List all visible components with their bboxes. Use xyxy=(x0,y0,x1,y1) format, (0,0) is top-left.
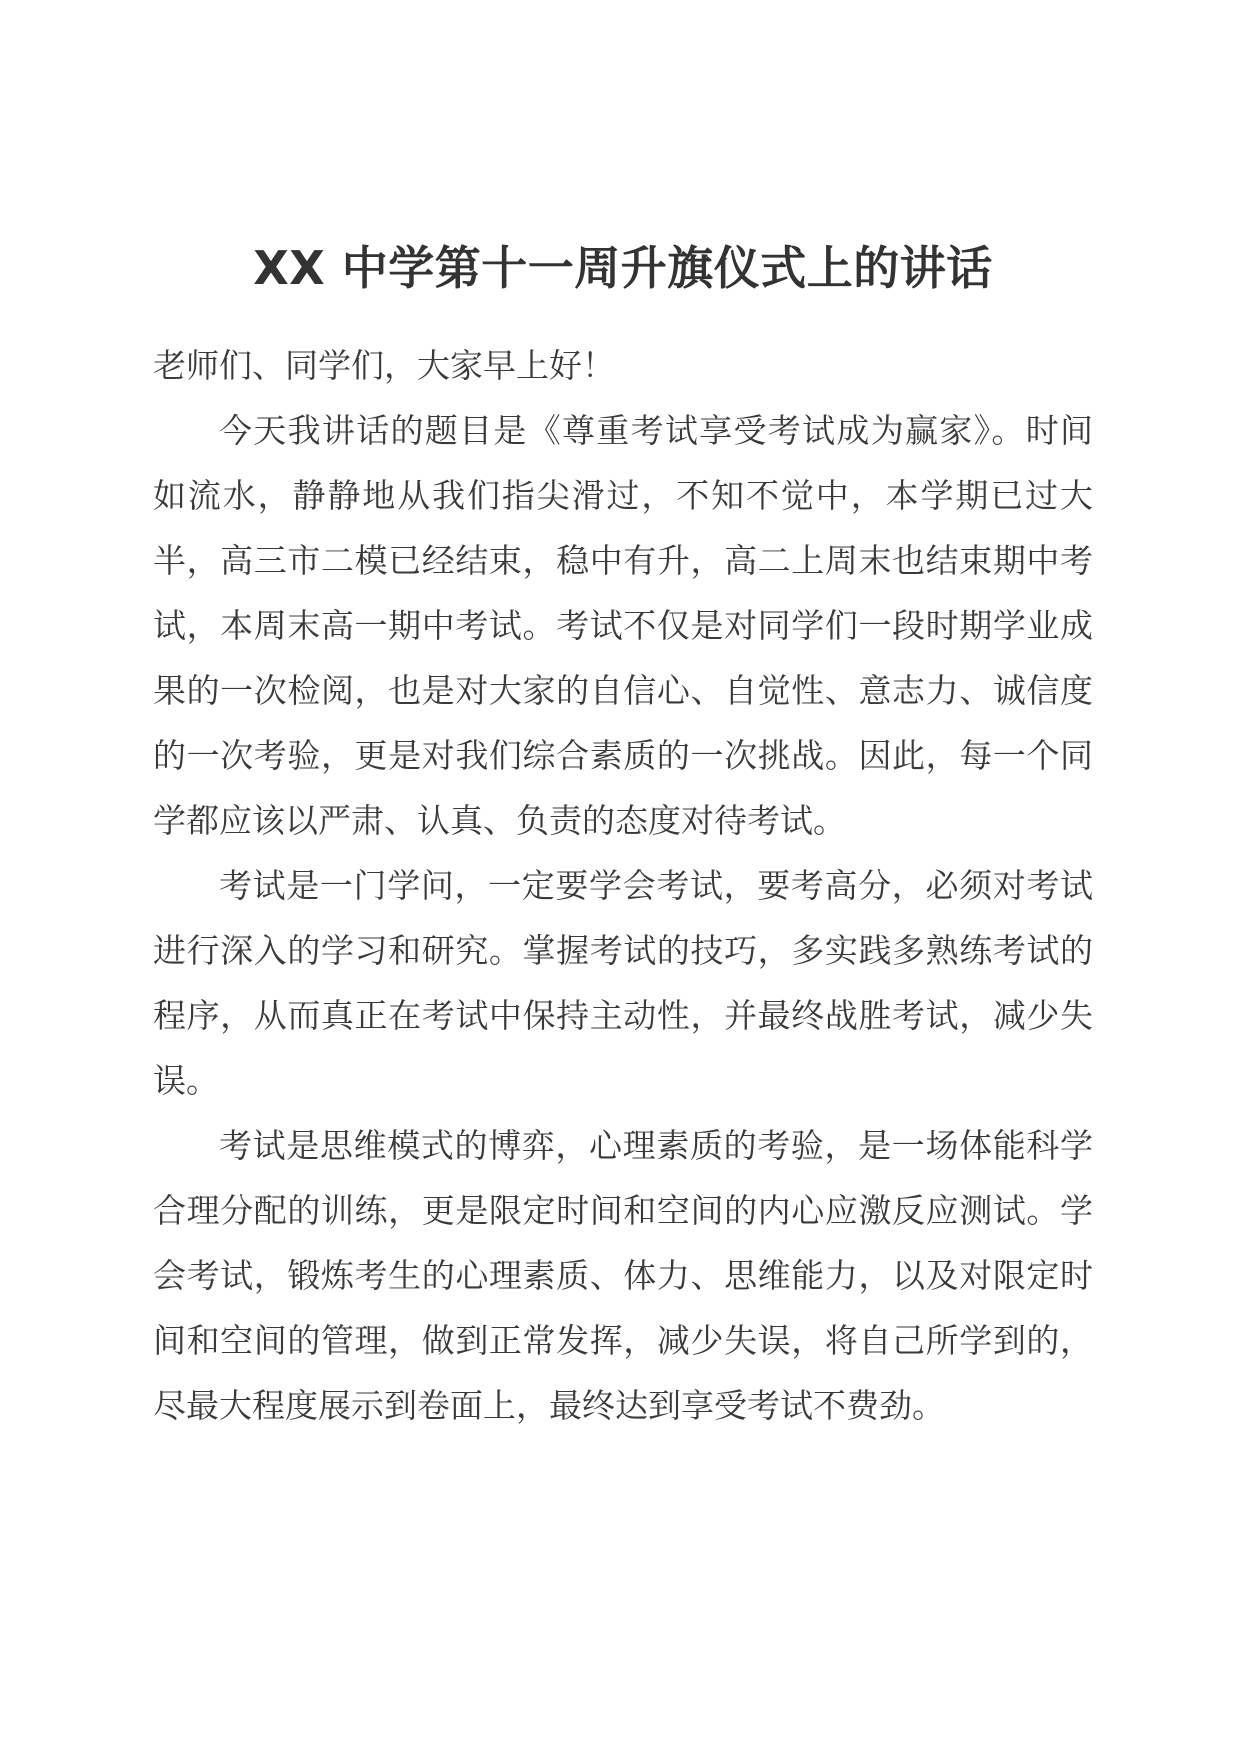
document-body xyxy=(153,333,1093,1438)
document-title: XX 中学第十一周升旗仪式上的讲话 xyxy=(253,241,993,295)
body-paragraph-3: 考试是思维模式的博弈，心理素质的考验，是一场体能科学合理分配的训练，更是限定时间和空间的内心应激反应测试。学会考试，锻炼考生的心理素质、体力、思维能力，以及对限定时间和空间的管理，做到正常发挥，减少失误，将自己所学到的，尽最大程度展示到卷面上，最终达到享受考试不费劲。 xyxy=(153,1126,1093,1425)
body-paragraph-2: 考试是一门学问，一定要学会考试，要考高分，必须对考试进行深入的学习和研究。掌握考试的技巧，多实践多熟练考试的程序，从而真正在考试中保持主动性，并最终战胜考试，减少失误。 xyxy=(153,866,1093,1100)
body-paragraph-1: 今天我讲话的题目是《尊重考试享受考试成为赢家》。时间如流水，静静地从我们指尖滑过，不知不觉中，本学期已过大半，高三市二模已经结束，稳中有升，高二上周末也结束期中考试，本周末高一期中考试。考试不仅是对同学们一段时期学业成果的一次检阅，也是对大家的自信心、自觉性、意志力、诚信度的一次考验，更是对我们综合素质的一次挑战。因此，每一个同学都应该以严肃、认真、负责的态度对待考试。 xyxy=(153,411,1093,840)
greeting-paragraph: 老师们、同学们，大家早上好！ xyxy=(153,346,615,385)
